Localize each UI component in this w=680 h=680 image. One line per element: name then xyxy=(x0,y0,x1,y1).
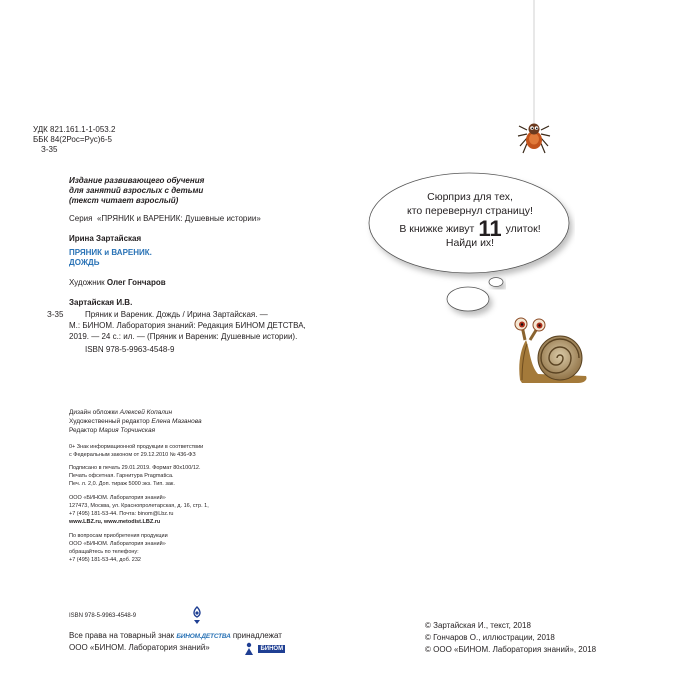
bubble-text-before: В книжке живут xyxy=(399,223,475,235)
purchase-info-line: ООО «БИНОМ. Лаборатория знаний» xyxy=(69,541,166,547)
bottom-isbn: ISBN 978-5-9963-4548-9 xyxy=(69,613,137,619)
print-info-line: Печ. л. 2,0. Доп. тираж 5000 экз. Тип. зак. xyxy=(69,481,175,487)
purchase-info-line: По вопросам приобретения продукции xyxy=(69,533,168,539)
credit-role: Редактор xyxy=(69,427,97,434)
rights-suffix: принадлежат xyxy=(232,631,282,640)
print-info-line: Подписано в печать 29.01.2019. Формат 80х100/12. xyxy=(69,465,201,471)
catalog-heading: Зартайская И.В. xyxy=(69,298,133,307)
illustrator-label: Художник xyxy=(69,278,105,287)
credit-name: Алексей Копалин xyxy=(119,409,173,416)
credit-role: Дизайн обложки xyxy=(69,409,118,416)
catalog-isbn: ISBN 978-5-9963-4548-9 xyxy=(85,345,175,354)
publisher-website: www.LBZ.ru, www.metodist.LBZ.ru xyxy=(69,519,161,525)
series-line xyxy=(69,214,261,224)
bubble-line: Найди их! xyxy=(445,237,495,249)
binom-figure-icon xyxy=(244,642,254,656)
bubble-line xyxy=(369,216,571,241)
edition-note-line: Издание развивающего обучения xyxy=(69,176,205,185)
copyright-line: © Зартайская И., текст, 2018 xyxy=(425,621,531,630)
snail-illustration xyxy=(508,310,593,395)
illustrator-line xyxy=(69,278,166,288)
bubble-line: Сюрприз для тех, xyxy=(427,191,513,203)
udk-code: УДК 821.161.1-1-053.2 xyxy=(33,125,116,134)
catalog-code: З-35 xyxy=(47,310,64,319)
purchase-info-line: обращайтесь по телефону: xyxy=(69,549,139,555)
spider-illustration xyxy=(513,0,553,170)
snail-icon xyxy=(508,310,593,390)
legal-note-line: 0+ Знак информационной продукции в соответствии xyxy=(69,444,204,450)
series-name: «ПРЯНИК и ВАРЕНИК: Душевные истории» xyxy=(96,214,261,223)
legal-note-line: с Федеральным законом от 29.12.2010 № 436-ФЗ xyxy=(69,452,196,458)
edition-note-line: (текст читает взрослый) xyxy=(69,196,179,205)
credit-line xyxy=(69,418,202,427)
copyright-line: © Гончаров О., иллюстрации, 2018 xyxy=(425,633,555,642)
binom-logo xyxy=(244,640,285,658)
spider-icon xyxy=(518,124,550,154)
credit-name: Мария Торчинская xyxy=(98,427,156,434)
credit-name: Елена Мазанова xyxy=(151,418,202,425)
credit-line xyxy=(69,427,155,436)
catalog-line: 2019. — 24 с.: ил. — (Пряник и Вареник: Душевные истории). xyxy=(69,332,298,341)
book-title-line: ДОЖДЬ xyxy=(69,258,100,267)
rights-owner: ООО «БИНОМ. Лаборатория знаний» xyxy=(69,643,210,652)
bubble-line: кто перевернул страницу! xyxy=(407,205,533,217)
copyright-line: © ООО «БИНОМ. Лаборатория знаний», 2018 xyxy=(425,645,597,654)
publisher-info-line: 127473, Москва, ул. Краснопролетарская, д. 16, стр. 1, xyxy=(69,503,209,509)
publisher-info-line: +7 (495) 181-53-44. Почта: binom@Lbz.ru xyxy=(69,511,174,517)
credit-role: Художественный редактор xyxy=(69,418,150,425)
credit-line xyxy=(69,409,172,418)
illustrator-name: Олег Гончаров xyxy=(106,278,166,287)
catalog-line: Пряник и Вареник. Дождь / Ирина Зартайская. — xyxy=(85,310,268,319)
bubble-text-after: улиток! xyxy=(505,223,541,235)
rights-prefix: Все права на товарный знак xyxy=(69,631,175,640)
rights-brand: БИНОМ.ДЕТСТВА xyxy=(176,633,231,640)
bbk-code: ББК 84(2Рос=Рус)6-5 xyxy=(33,135,112,144)
edition-note-line: для занятий взрослых с детьми xyxy=(69,186,204,195)
author-code: З-35 xyxy=(41,145,58,154)
author-name: Ирина Зартайская xyxy=(69,234,142,243)
book-title-line: ПРЯНИК и ВАРЕНИК. xyxy=(69,248,152,257)
purchase-info-line: +7 (495) 181-53-44, доб. 232 xyxy=(69,557,141,563)
binom-logo-text: БИНОМ xyxy=(260,646,284,652)
series-label: Серия xyxy=(69,214,93,223)
publisher-info-line: ООО «БИНОМ. Лаборатория знаний» xyxy=(69,495,166,501)
catalog-line: М.: БИНОМ. Лаборатория знаний: Редакция БИНОМ ДЕТСТВА, xyxy=(69,321,306,330)
print-info-line: Печать офсетная. Гарнитура Pragmatica. xyxy=(69,473,174,479)
speech-bubble-text xyxy=(369,190,571,250)
snail-count: 11 xyxy=(478,216,502,241)
binom-detstva-emblem-icon xyxy=(191,606,203,631)
